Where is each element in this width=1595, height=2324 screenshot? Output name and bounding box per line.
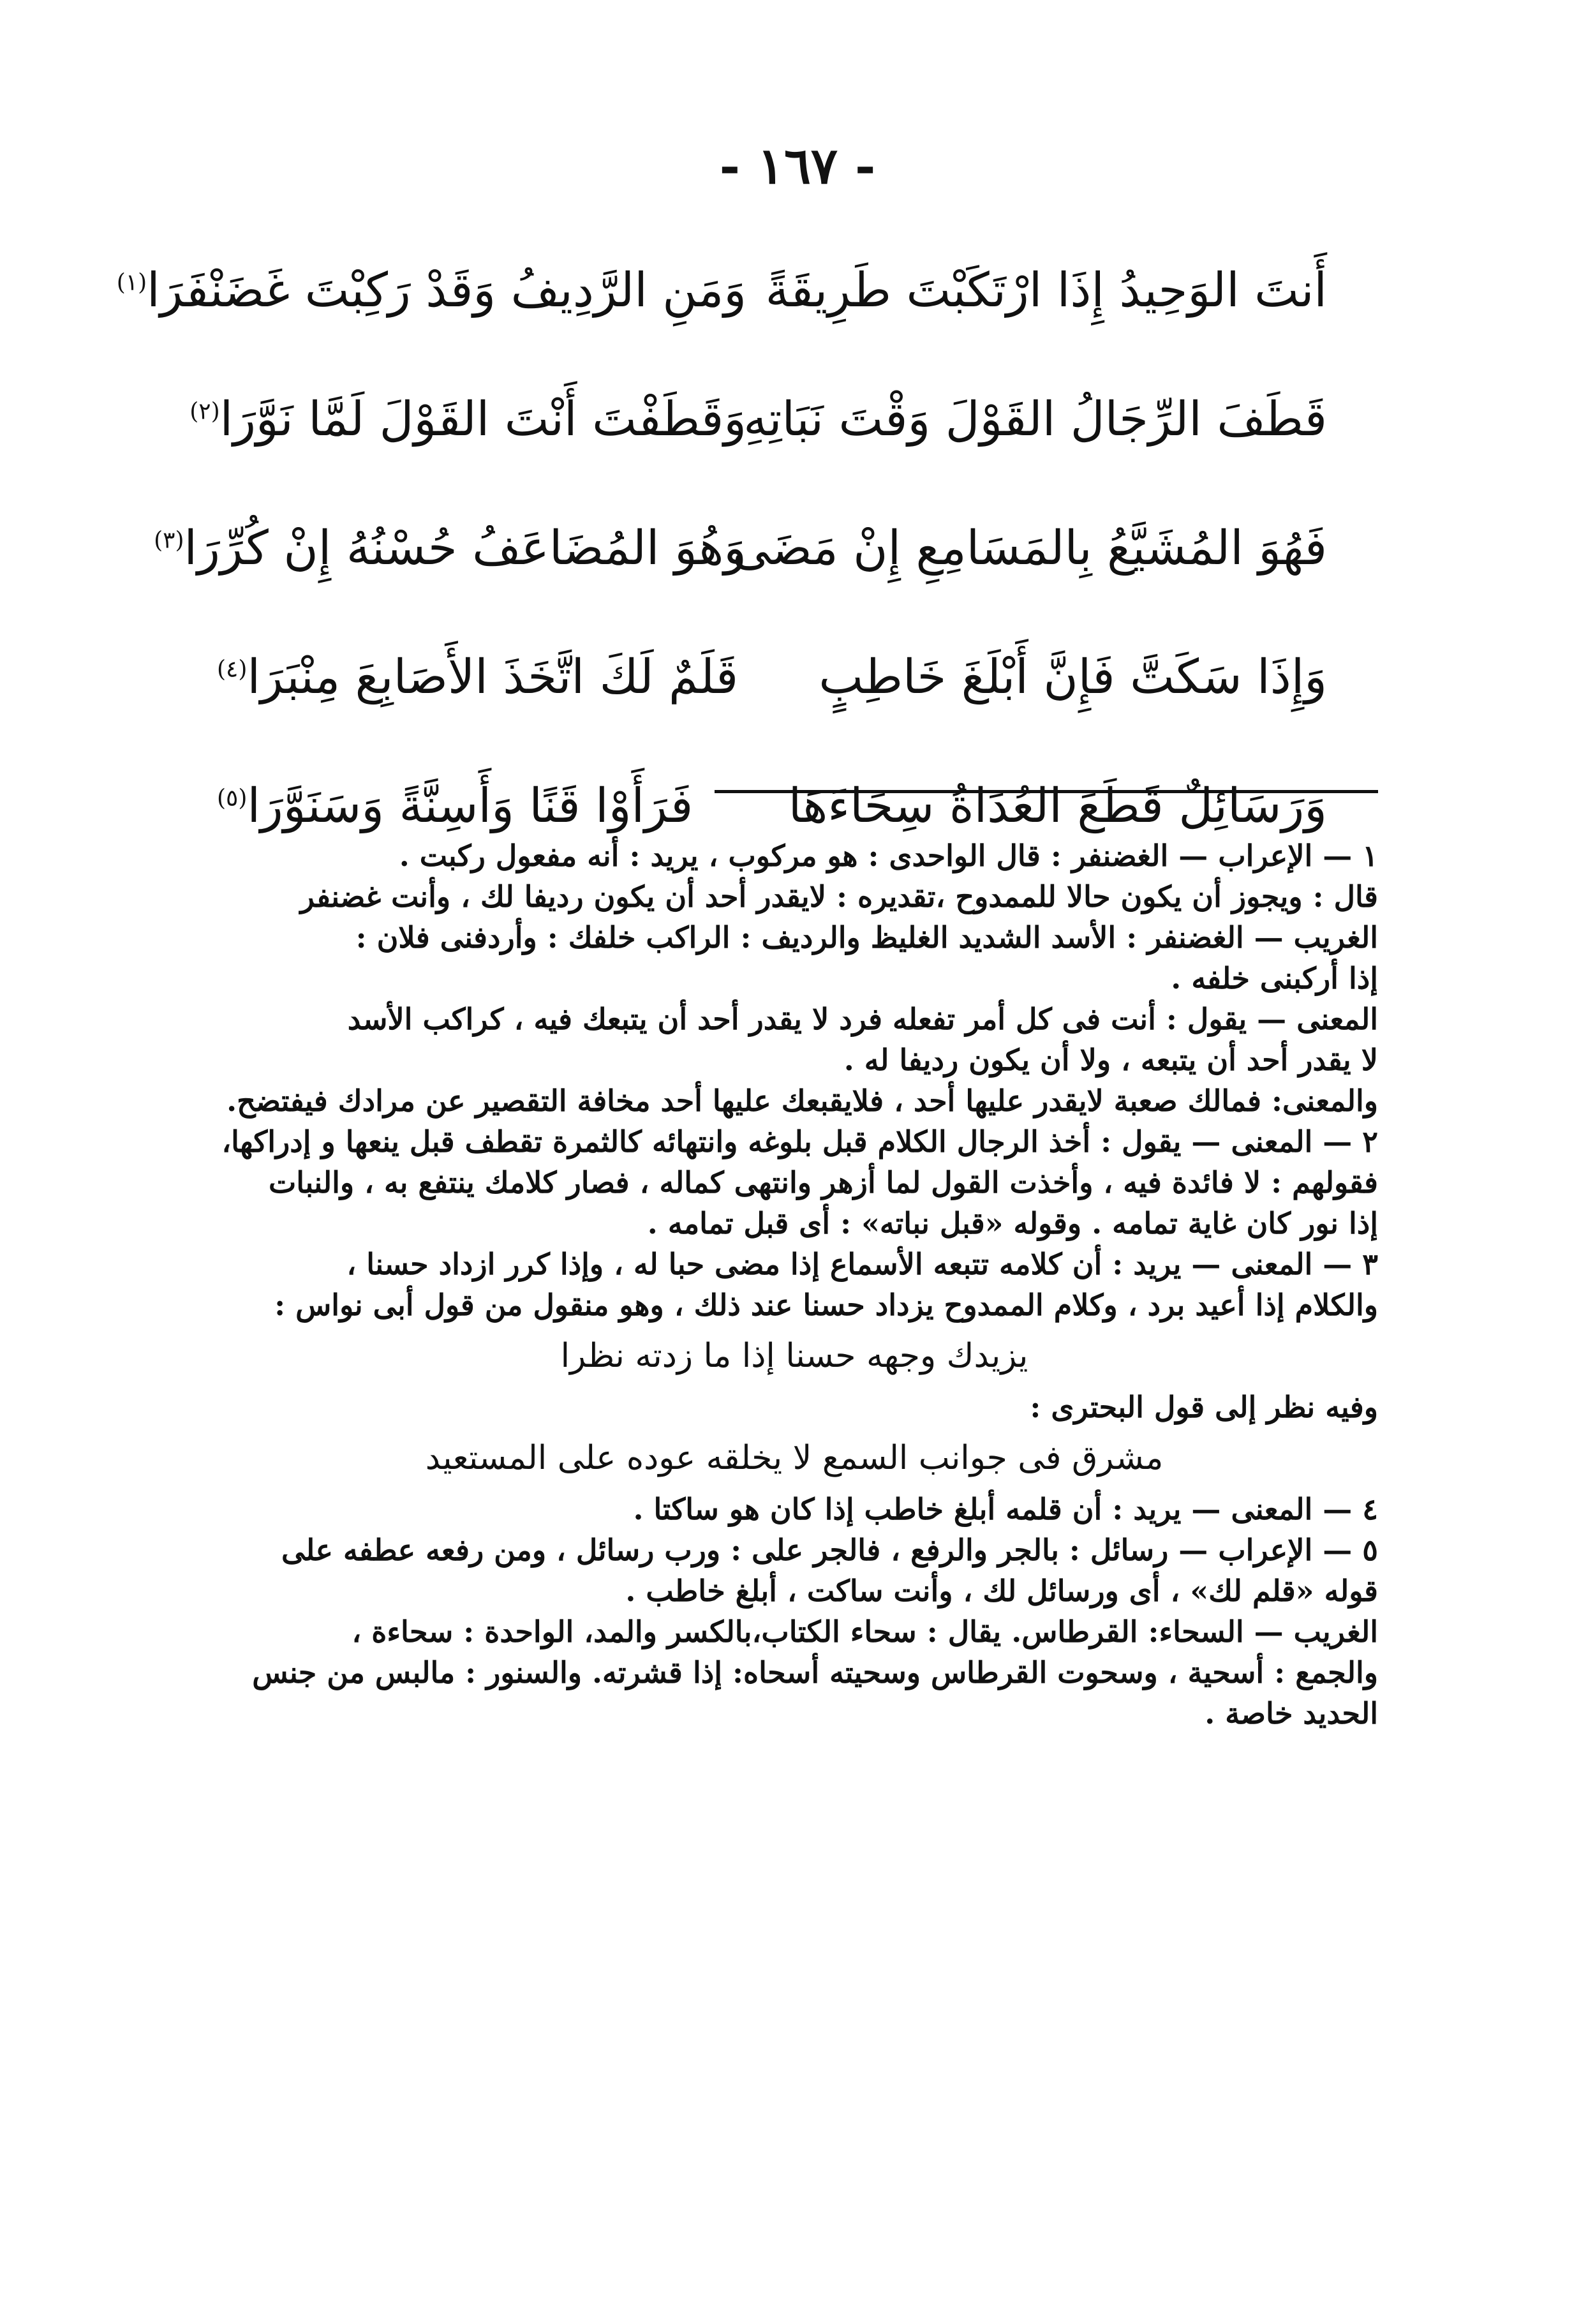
footnote-marker: (٤)	[217, 656, 248, 683]
verse-first-hemistich: وَرَسَائِلٌ قَطَعَ العُدَاةُ سِحَاءَهَا	[788, 778, 1327, 834]
verse-first-hemistich: أَنتَ الوَحِيدُ إِذَا ارْتَكَبْتَ طَرِيقَةً	[765, 263, 1327, 318]
footnote-marker: (٢)	[189, 398, 220, 425]
quoted-verse: يزيدك وجهه حسنا إذا ما زدته نظرا	[560, 1337, 1028, 1375]
verse-second-text: وَهُوَ المُضَاعَفُ حُسْنُهُ إِنْ كُرِّرَا	[184, 521, 746, 576]
footnote-line: وفيه نظر إلى قول البحترى :	[1030, 1390, 1378, 1424]
verse-line	[116, 227, 1327, 355]
footnote-marker: (٥)	[217, 785, 248, 812]
verse-second-text: وَقَطَفْتَ أَنْتَ القَوْلَ لَمَّا نَوَّرَا	[219, 392, 746, 447]
verse-first-hemistich: وَإِذَا سَكَتَّ فَإِنَّ أَبْلَغَ خَاطِبٍ	[819, 650, 1327, 705]
verse-first-hemistich: فَهُوَ المُشَيَّعُ بِالمَسَامِعِ إِنْ مَضَى	[732, 521, 1327, 576]
verse-second-text: وَمَنِ الرَّدِيفُ وَقَدْ رَكِبْتَ غَضَنْفَرَا	[147, 263, 746, 318]
footnote-line: ٣ — المعنى — يريد : أن كلامه تتبعه الأسماع إذا مضى حبا له ، وإذا كرر ازداد حسنا ،	[346, 1247, 1378, 1281]
verse-second-hemistich	[189, 392, 746, 447]
footnote-line: لا يقدر أحد أن يتبعه ، ولا أن يكون رديفا له .	[843, 1043, 1378, 1077]
footnote-line: المعنى — يقول : أنت فى كل أمر تفعله فرد لا يقدر أحد أن يتبعك فيه ، كراكب الأسد	[347, 1002, 1378, 1036]
footnote-line: قال : ويجوز أن يكون حالا للممدوح ،تقديره : لايقدر أحد أن يكون رديفا لك ، وأنت غضنفر	[300, 879, 1378, 914]
footnote-line: الحديد خاصة .	[1205, 1696, 1378, 1731]
footnote-line: الغريب — الغضنفر : الأسد الشديد الغليظ والرديف : الراكب خلفك : وأردفنى فلان :	[355, 920, 1378, 955]
page-number: - ١٦٧ -	[719, 137, 876, 195]
quoted-verse: مشرق فى جوانب السمع لا يخلقه عوده على المستعيد	[425, 1439, 1164, 1477]
footnote-line: والمعنى: فمالك صعبة لايقدر عليها أحد ، فلايقبعك عليها أحد مخافة التقصير عن مرادك فيفتضح.	[226, 1084, 1378, 1118]
verse-first-hemistich: قَطَفَ الرِّجَالُ القَوْلَ وَقْتَ نَبَاتِهِ	[743, 392, 1327, 447]
verse-line	[154, 484, 1327, 613]
poem-verses	[116, 227, 1327, 871]
footnotes	[211, 836, 1378, 1734]
verse-line	[217, 613, 1327, 742]
footnote-line: إذا أركبنى خلفه .	[1171, 961, 1378, 995]
footnote-line: ٥ — الإعراب — رسائل : بالجر والرفع ، فالجر على : ورب رسائل ، ومن رفعه عطفه على	[281, 1533, 1378, 1567]
footnote-marker: (٣)	[154, 527, 184, 554]
footnote-line: فقولهم : لا فائدة فيه ، وأخذت القول لما أزهر وانتهى كماله ، فصار كلامك ينتفع به ، والنبات	[269, 1165, 1378, 1200]
footnote-line: والجمع : أسحية ، وسحوت القرطاس وسحيته أسحاه: إذا قشرته. والسنور : مالبس من جنس	[252, 1655, 1378, 1690]
verse-second-text: قَلَمٌ لَكَ اتَّخَذَ الأَصَابِعَ مِنْبَرَا	[247, 650, 739, 705]
footnote-marker: (١)	[116, 269, 147, 296]
footnote-separator	[715, 790, 1378, 793]
verse-second-text: فَرَأَوْا قَنًا وَأَسِنَّةً وَسَنَوَّرَا	[247, 778, 694, 834]
footnote-line: إذا نور كان غاية تمامه . وقوله «قبل نباته» : أى قبل تمامه .	[647, 1206, 1378, 1240]
verse-second-hemistich	[154, 521, 746, 576]
footnote-line: الغريب — السحاء: القرطاس. يقال : سحاء الكتاب،بالكسر والمد، الواحدة : سحاءة ،	[352, 1614, 1378, 1649]
footnote-line: والكلام إذا أعيد برد ، وكلام الممدوح يزداد حسنا عند ذلك ، وهو منقول من قول أبى نواس :	[274, 1288, 1378, 1322]
footnote-line: ٤ — المعنى — يريد : أن قلمه أبلغ خاطب إذا كان هو ساكتا .	[633, 1492, 1378, 1526]
verse-second-hemistich	[217, 780, 746, 832]
verse-second-hemistich	[217, 652, 746, 703]
footnote-line: ٢ — المعنى — يقول : أخذ الرجال الكلام قبل بلوغه وانتهائه كالثمرة تقطف قبل ينعها و إدراكها،	[221, 1124, 1378, 1159]
footnote-line: قوله «قلم لك» ، أى ورسائل لك ، وأنت ساكت ، أبلغ خاطب .	[625, 1574, 1378, 1608]
verse-line	[189, 355, 1327, 484]
verse-second-hemistich	[116, 263, 746, 318]
footnote-line: ١ — الإعراب — الغضنفر : قال الواحدى : هو مركوب ، يريد : أنه مفعول ركبت .	[399, 838, 1378, 873]
